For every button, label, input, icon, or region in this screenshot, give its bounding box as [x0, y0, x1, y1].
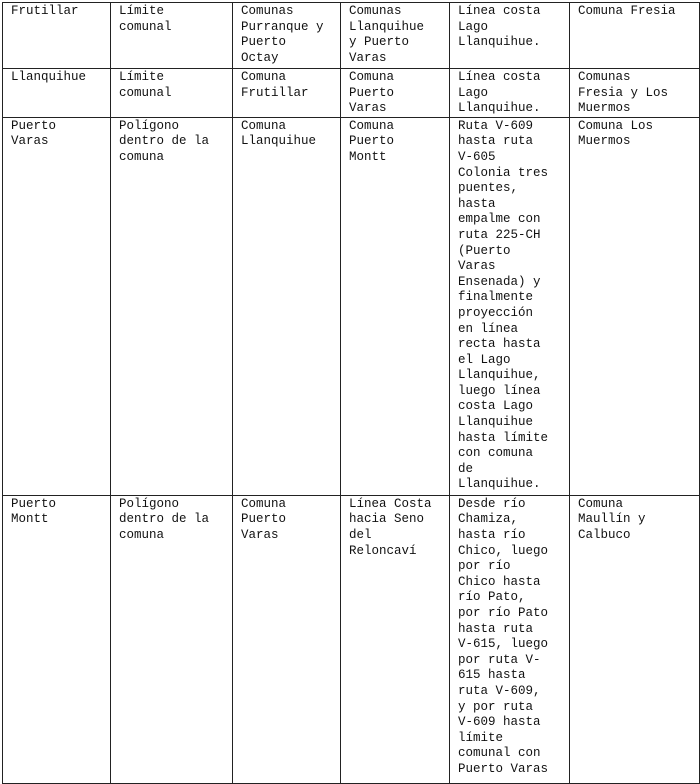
cell-col5: Ruta V-609 hasta ruta V-605 Colonia tres puentes, hasta empalme con ruta 225-CH (Puerto Varas Ensenada) y finalmente proyección en línea recta hasta el Lago Llanquihue, luego línea costa Lago Llanquihue hasta límite con comuna de Llanquihue. [450, 117, 570, 495]
cell-col4: Línea Costa hacia Seno del Reloncaví [341, 495, 450, 783]
cell-limite: Límite comunal [111, 3, 233, 69]
cell-col6: Comuna Fresia [570, 3, 700, 69]
table-row [3, 495, 700, 783]
table-row [3, 69, 700, 118]
cell-limite: Polígono dentro de la comuna [111, 495, 233, 783]
cell-comuna: Frutillar [3, 3, 111, 69]
cell-col4: Comunas Llanquihue y Puerto Varas [341, 3, 450, 69]
cell-col5: Línea costa Lago Llanquihue. [450, 3, 570, 69]
cell-col4: Comuna Puerto Montt [341, 117, 450, 495]
table-row [3, 117, 700, 495]
cell-comuna: Llanquihue [3, 69, 111, 118]
cell-col3: Comuna Frutillar [233, 69, 341, 118]
cell-col3: Comuna Puerto Varas [233, 495, 341, 783]
table-row [3, 3, 700, 69]
cell-col5: Línea costa Lago Llanquihue. [450, 69, 570, 118]
cell-comuna: Puerto Montt [3, 495, 111, 783]
cell-col6: Comuna Los Muermos [570, 117, 700, 495]
cell-limite: Límite comunal [111, 69, 233, 118]
cell-col3: Comunas Purranque y Puerto Octay [233, 3, 341, 69]
cell-limite: Polígono dentro de la comuna [111, 117, 233, 495]
cell-col5: Desde río Chamiza, hasta río Chico, luego por río Chico hasta río Pato, por río Pato hasta ruta V-615, luego por ruta V- 615 hasta ruta V-609, y por ruta V-609 hasta límite comunal con Puerto Varas [450, 495, 570, 783]
cell-col4: Comuna Puerto Varas [341, 69, 450, 118]
cell-col6: Comunas Fresia y Los Muermos [570, 69, 700, 118]
boundaries-table [2, 2, 700, 784]
cell-col3: Comuna Llanquihue [233, 117, 341, 495]
cell-comuna: Puerto Varas [3, 117, 111, 495]
cell-col6: Comuna Maullín y Calbuco [570, 495, 700, 783]
